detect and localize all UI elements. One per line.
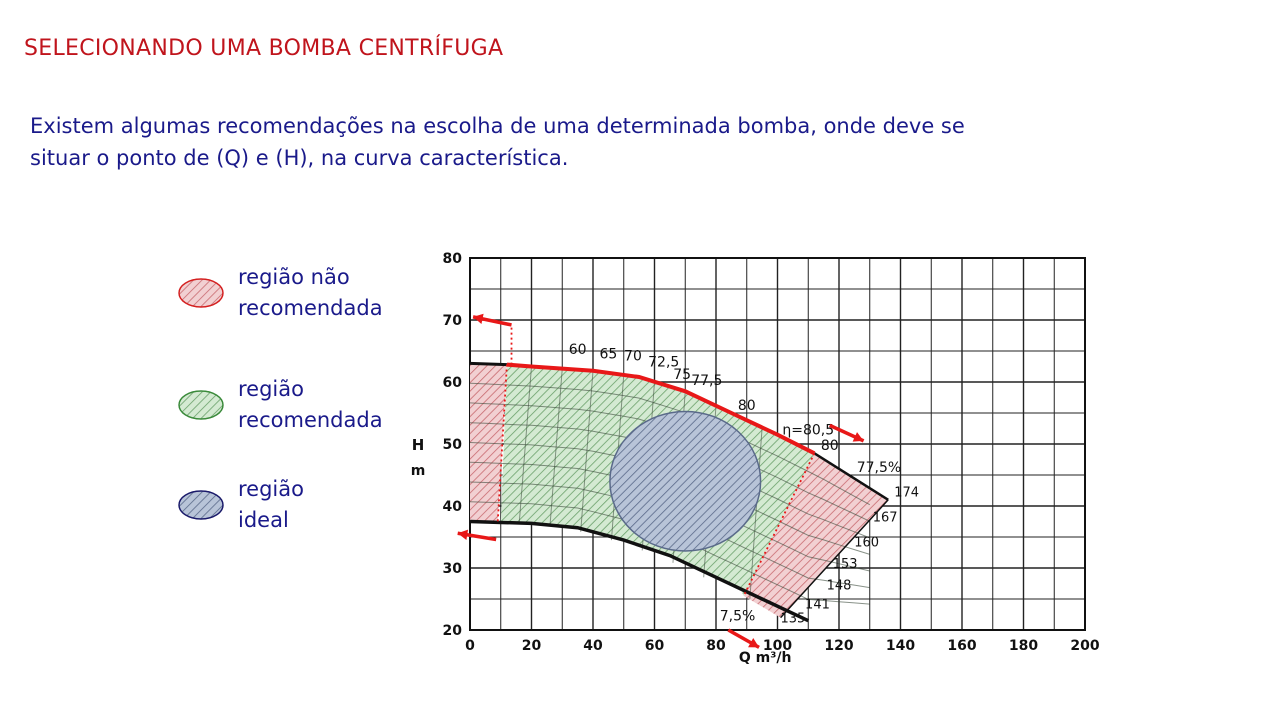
pump-curve-chart <box>400 240 1120 680</box>
legend-item-recommended <box>178 374 383 436</box>
x-tick-label: 160 <box>947 638 977 654</box>
efficiency-label: 7,5% <box>719 608 756 625</box>
y-tick-label: 40 <box>442 499 462 515</box>
efficiency-label: 70 <box>624 348 642 365</box>
page-title: SELECIONANDO UMA BOMBA CENTRÍFUGA <box>24 36 504 61</box>
efficiency-label: 77,5 <box>691 373 723 390</box>
efficiency-label: 75 <box>673 366 692 383</box>
legend-label <box>238 374 383 436</box>
legend-swatch-ideal <box>178 490 224 520</box>
x-tick-label: 180 <box>1008 638 1039 654</box>
y-tick-label: 60 <box>442 375 462 391</box>
y-tick-label: 20 <box>442 623 462 639</box>
x-tick-label: 100 <box>762 638 793 654</box>
legend-swatch-not-recommended <box>178 278 224 308</box>
y-tick-label: 80 <box>442 251 462 267</box>
legend-label-line1: região <box>238 477 304 501</box>
efficiency-label: 60 <box>568 342 587 359</box>
efficiency-label: 72,5 <box>648 354 680 371</box>
x-tick-label: 140 <box>885 638 916 654</box>
legend-label <box>238 474 304 536</box>
efficiency-label: η=80,5 <box>782 422 835 439</box>
x-tick-label: 0 <box>465 638 475 654</box>
intro-text <box>30 110 1130 174</box>
y-tick-label: 30 <box>442 561 462 577</box>
legend-label-line2: recomendada <box>238 296 383 320</box>
efficiency-label: 80 <box>820 438 839 455</box>
diameter-label: 135 <box>780 611 806 627</box>
legend-item-not-recommended <box>178 262 383 324</box>
intro-line-2: situar o ponto de (Q) e (H), na curva característica. <box>30 146 569 170</box>
y-axis-label-line2: m <box>410 462 426 479</box>
legend-label <box>238 262 383 324</box>
diameter-label: 153 <box>832 557 858 572</box>
x-tick-label: 80 <box>706 638 726 654</box>
legend-label-line1: região <box>238 377 304 401</box>
y-tick-label: 70 <box>442 313 462 329</box>
legend-swatch-recommended <box>178 390 224 420</box>
x-tick-label: 60 <box>644 638 665 654</box>
y-tick-label: 50 <box>442 437 462 453</box>
intro-line-1: Existem algumas recomendações na escolha de uma determinada bomba, onde deve se <box>30 114 965 138</box>
x-tick-label: 120 <box>824 638 854 654</box>
legend-item-ideal <box>178 474 304 536</box>
legend-label-line1: região não <box>238 265 350 289</box>
efficiency-label: 77,5% <box>856 459 902 476</box>
region-ideal <box>610 411 761 551</box>
x-tick-label: 20 <box>521 638 542 654</box>
diameter-label: 148 <box>826 578 852 594</box>
diameter-label: 167 <box>872 510 898 526</box>
legend-label-line2: ideal <box>238 508 289 532</box>
diameter-label: 141 <box>805 597 830 613</box>
y-axis-label-line1: H <box>411 436 425 454</box>
x-axis-label: Q m³/h <box>738 650 792 666</box>
x-tick-label: 40 <box>583 638 603 654</box>
diameter-label: 160 <box>854 535 880 551</box>
efficiency-label: 80 <box>737 397 756 414</box>
top-curve-left <box>470 363 507 364</box>
legend <box>178 262 438 542</box>
efficiency-label: 65 <box>599 346 618 363</box>
x-tick-label: 200 <box>1070 638 1100 654</box>
diameter-label: 174 <box>894 485 920 501</box>
legend-label-line2: recomendada <box>238 408 383 432</box>
